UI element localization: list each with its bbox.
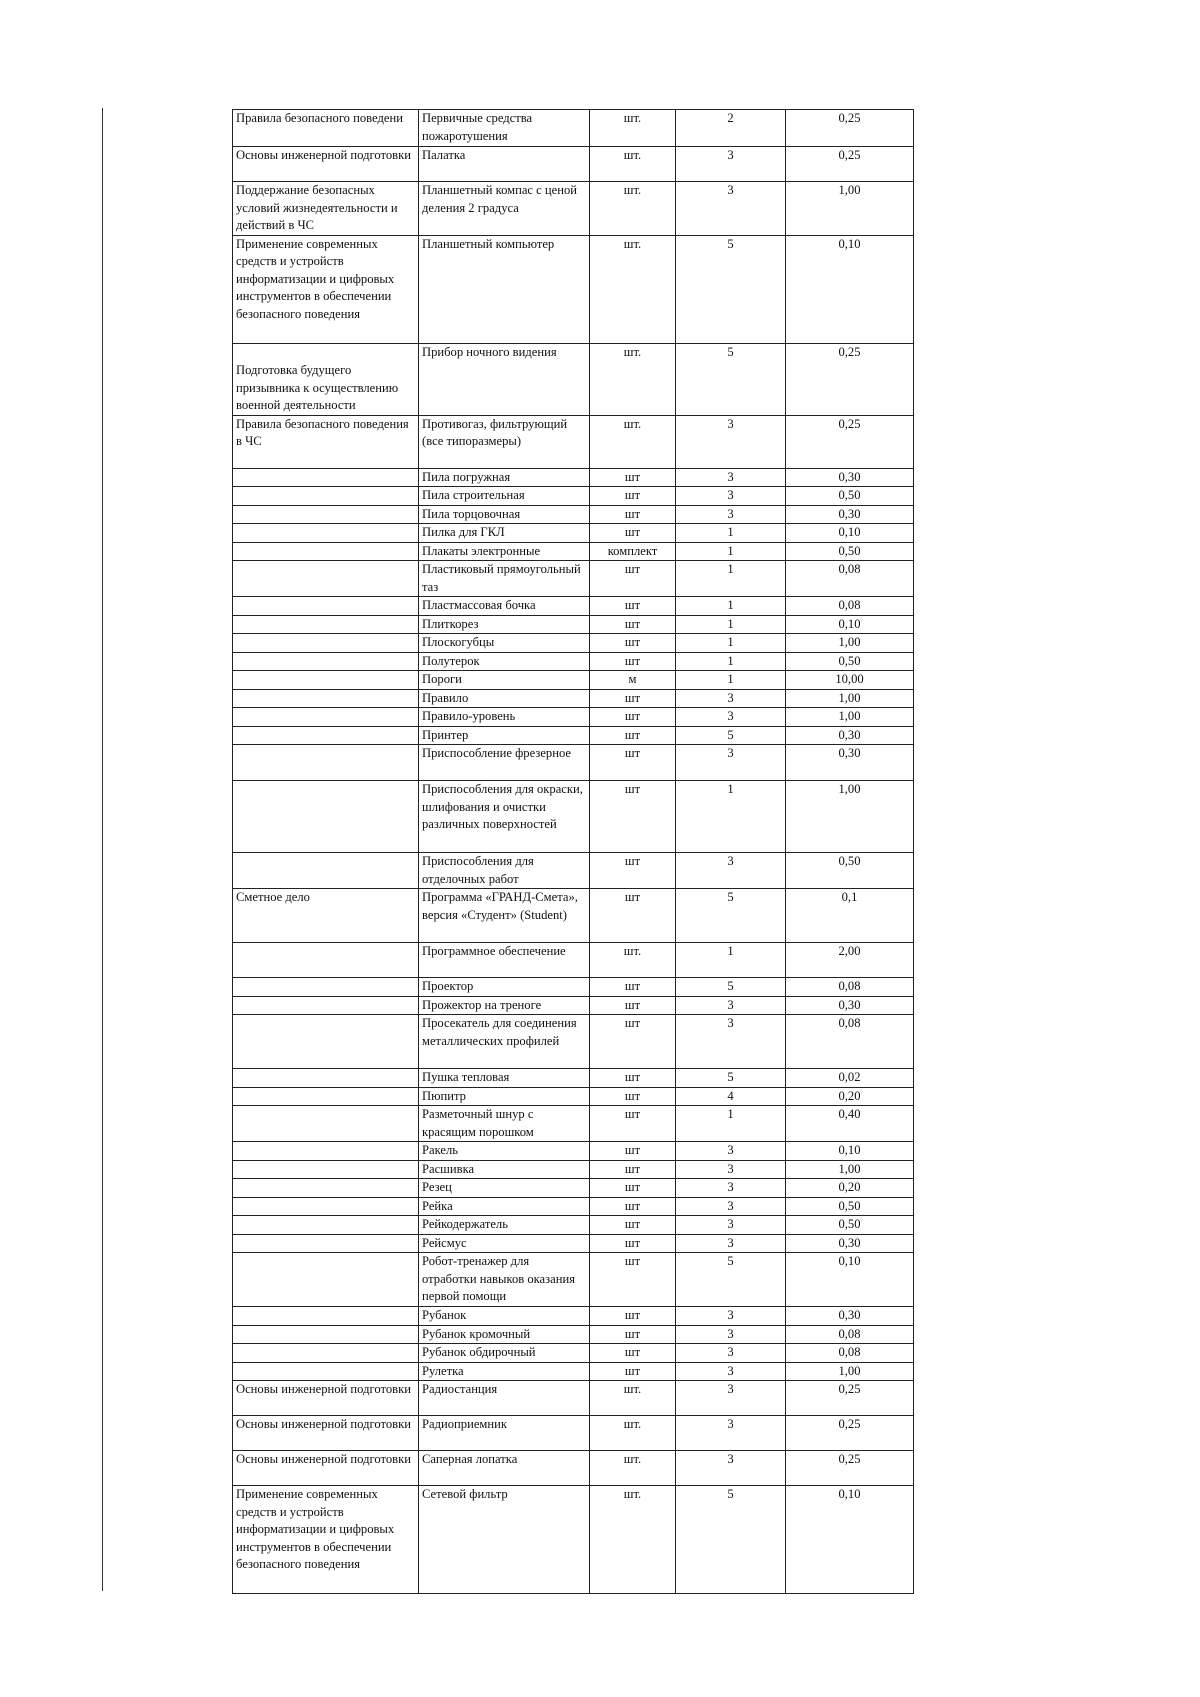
- norm-cell: 0,08: [786, 1325, 914, 1344]
- subject-cell: [233, 1179, 419, 1198]
- subject-cell: [233, 468, 419, 487]
- subject-cell: [233, 1307, 419, 1326]
- subject-cell: [233, 1142, 419, 1161]
- qty-cell: 3: [676, 147, 786, 182]
- item-cell: Пилка для ГКЛ: [419, 524, 590, 543]
- subject-cell: [233, 943, 419, 978]
- subject-cell: [233, 853, 419, 889]
- subject-cell: Правила безопасного поведения в ЧС: [233, 415, 419, 468]
- item-cell: Рубанок кромочный: [419, 1325, 590, 1344]
- norm-cell: 1,00: [786, 634, 914, 653]
- norm-cell: 0,08: [786, 597, 914, 616]
- table-row: [233, 1234, 914, 1253]
- norm-cell: 0,30: [786, 1234, 914, 1253]
- subject-cell: [233, 561, 419, 597]
- qty-cell: 3: [676, 1197, 786, 1216]
- qty-cell: 1: [676, 542, 786, 561]
- table-row: [233, 745, 914, 781]
- unit-cell: шт: [590, 889, 676, 943]
- unit-cell: шт: [590, 1325, 676, 1344]
- qty-cell: 5: [676, 1253, 786, 1307]
- unit-cell: шт: [590, 1234, 676, 1253]
- norm-cell: 0,25: [786, 147, 914, 182]
- norm-cell: 0,30: [786, 1307, 914, 1326]
- norm-cell: 0,25: [786, 415, 914, 468]
- subject-cell: Применение современных средств и устройств информатизации и цифровых инструментов в обеспечении безопасного поведения: [233, 1486, 419, 1594]
- subject-cell: [233, 615, 419, 634]
- item-cell: Расшивка: [419, 1160, 590, 1179]
- item-cell: Пластмассовая бочка: [419, 597, 590, 616]
- table-row: [233, 1197, 914, 1216]
- norm-cell: 0,10: [786, 1486, 914, 1594]
- norm-cell: 0,08: [786, 561, 914, 597]
- qty-cell: 3: [676, 1234, 786, 1253]
- unit-cell: шт: [590, 781, 676, 853]
- subject-cell: [233, 487, 419, 506]
- table-row: [233, 1325, 914, 1344]
- qty-cell: 1: [676, 597, 786, 616]
- item-cell: Проектор: [419, 978, 590, 997]
- subject-cell: [233, 996, 419, 1015]
- qty-cell: 5: [676, 235, 786, 343]
- qty-cell: 3: [676, 745, 786, 781]
- item-cell: Рулетка: [419, 1362, 590, 1381]
- table-row: [233, 853, 914, 889]
- unit-cell: шт.: [590, 415, 676, 468]
- unit-cell: шт: [590, 745, 676, 781]
- unit-cell: шт.: [590, 147, 676, 182]
- subject-cell: [233, 652, 419, 671]
- qty-cell: 1: [676, 671, 786, 690]
- norm-cell: 0,10: [786, 235, 914, 343]
- table-row: [233, 524, 914, 543]
- subject-cell: [233, 597, 419, 616]
- table-row: [233, 1416, 914, 1451]
- unit-cell: шт: [590, 1069, 676, 1088]
- qty-cell: 3: [676, 468, 786, 487]
- subject-cell: [233, 978, 419, 997]
- norm-cell: 0,30: [786, 996, 914, 1015]
- table-row: [233, 1362, 914, 1381]
- norm-cell: 0,25: [786, 1381, 914, 1416]
- equipment-table: [232, 109, 914, 1594]
- subject-cell: Основы инженерной подготовки: [233, 147, 419, 182]
- norm-cell: 0,20: [786, 1179, 914, 1198]
- subject-cell: [233, 1106, 419, 1142]
- qty-cell: 4: [676, 1087, 786, 1106]
- norm-cell: 0,08: [786, 1015, 914, 1069]
- unit-cell: шт: [590, 996, 676, 1015]
- subject-cell: [233, 1015, 419, 1069]
- qty-cell: 3: [676, 1381, 786, 1416]
- unit-cell: шт: [590, 1015, 676, 1069]
- qty-cell: 3: [676, 182, 786, 236]
- subject-cell: Сметное дело: [233, 889, 419, 943]
- table-row: [233, 1015, 914, 1069]
- table-row: [233, 110, 914, 147]
- table-row: [233, 235, 914, 343]
- table-row: [233, 943, 914, 978]
- table-row: [233, 1179, 914, 1198]
- norm-cell: 0,25: [786, 343, 914, 415]
- item-cell: Ракель: [419, 1142, 590, 1161]
- unit-cell: шт: [590, 1142, 676, 1161]
- table-row: [233, 1451, 914, 1486]
- item-cell: Прожектор на треноге: [419, 996, 590, 1015]
- norm-cell: 0,25: [786, 1416, 914, 1451]
- subject-cell: [233, 708, 419, 727]
- unit-cell: комплект: [590, 542, 676, 561]
- unit-cell: шт.: [590, 235, 676, 343]
- unit-cell: шт: [590, 1344, 676, 1363]
- table-row: [233, 1087, 914, 1106]
- unit-cell: шт.: [590, 1381, 676, 1416]
- unit-cell: шт: [590, 1253, 676, 1307]
- norm-cell: 0,08: [786, 1344, 914, 1363]
- unit-cell: шт: [590, 726, 676, 745]
- norm-cell: 0,10: [786, 524, 914, 543]
- item-cell: Радиостанция: [419, 1381, 590, 1416]
- unit-cell: шт: [590, 978, 676, 997]
- item-cell: Приспособление фрезерное: [419, 745, 590, 781]
- item-cell: Принтер: [419, 726, 590, 745]
- qty-cell: 5: [676, 343, 786, 415]
- unit-cell: шт: [590, 689, 676, 708]
- table-row: [233, 505, 914, 524]
- item-cell: Рубанок: [419, 1307, 590, 1326]
- unit-cell: шт: [590, 1216, 676, 1235]
- subject-cell: [233, 781, 419, 853]
- item-cell: Плакаты электронные: [419, 542, 590, 561]
- unit-cell: шт.: [590, 1451, 676, 1486]
- table-row: [233, 652, 914, 671]
- unit-cell: шт.: [590, 182, 676, 236]
- unit-cell: м: [590, 671, 676, 690]
- subject-cell: Подготовка будущего призывника к осуществлению военной деятельности: [233, 343, 419, 415]
- norm-cell: 0,50: [786, 542, 914, 561]
- item-cell: Пушка тепловая: [419, 1069, 590, 1088]
- norm-cell: 0,30: [786, 468, 914, 487]
- unit-cell: шт.: [590, 1416, 676, 1451]
- norm-cell: 0,08: [786, 978, 914, 997]
- norm-cell: 0,02: [786, 1069, 914, 1088]
- unit-cell: шт: [590, 1106, 676, 1142]
- norm-cell: 0,25: [786, 110, 914, 147]
- qty-cell: 3: [676, 1325, 786, 1344]
- unit-cell: шт: [590, 468, 676, 487]
- table-row: [233, 996, 914, 1015]
- unit-cell: шт: [590, 524, 676, 543]
- qty-cell: 5: [676, 726, 786, 745]
- unit-cell: шт: [590, 1087, 676, 1106]
- norm-cell: 0,10: [786, 1142, 914, 1161]
- norm-cell: 1,00: [786, 689, 914, 708]
- subject-cell: [233, 1234, 419, 1253]
- table-row: [233, 1142, 914, 1161]
- unit-cell: шт: [590, 505, 676, 524]
- item-cell: Пюпитр: [419, 1087, 590, 1106]
- qty-cell: 1: [676, 524, 786, 543]
- item-cell: Просекатель для соединения металлических профилей: [419, 1015, 590, 1069]
- subject-cell: [233, 542, 419, 561]
- qty-cell: 3: [676, 1142, 786, 1161]
- item-cell: Робот-тренажер для отработки навыков оказания первой помощи: [419, 1253, 590, 1307]
- norm-cell: 0,30: [786, 745, 914, 781]
- table-row: [233, 1106, 914, 1142]
- unit-cell: шт: [590, 1197, 676, 1216]
- unit-cell: шт: [590, 597, 676, 616]
- qty-cell: 1: [676, 1106, 786, 1142]
- norm-cell: 2,00: [786, 943, 914, 978]
- table-row: [233, 597, 914, 616]
- table-row: [233, 415, 914, 468]
- table-row: [233, 468, 914, 487]
- subject-cell: Применение современных средств и устройств информатизации и цифровых инструментов в обеспечении безопасного поведения: [233, 235, 419, 343]
- norm-cell: 1,00: [786, 1362, 914, 1381]
- item-cell: Плиткорез: [419, 615, 590, 634]
- qty-cell: 1: [676, 943, 786, 978]
- table-row: [233, 542, 914, 561]
- norm-cell: 0,30: [786, 726, 914, 745]
- subject-cell: Правила безопасного поведени: [233, 110, 419, 147]
- item-cell: Программа «ГРАНД-Смета», версия «Студент» (Student): [419, 889, 590, 943]
- item-cell: Рейка: [419, 1197, 590, 1216]
- norm-cell: 1,00: [786, 1160, 914, 1179]
- subject-cell: [233, 1087, 419, 1106]
- item-cell: Рейсмус: [419, 1234, 590, 1253]
- table-row: [233, 1160, 914, 1179]
- item-cell: Рейкодержатель: [419, 1216, 590, 1235]
- qty-cell: 3: [676, 853, 786, 889]
- item-cell: Саперная лопатка: [419, 1451, 590, 1486]
- table-row: [233, 671, 914, 690]
- item-cell: Плоскогубцы: [419, 634, 590, 653]
- qty-cell: 3: [676, 1416, 786, 1451]
- qty-cell: 5: [676, 889, 786, 943]
- unit-cell: шт: [590, 487, 676, 506]
- unit-cell: шт: [590, 853, 676, 889]
- qty-cell: 3: [676, 689, 786, 708]
- item-cell: Пороги: [419, 671, 590, 690]
- table-row: [233, 708, 914, 727]
- table-row: [233, 487, 914, 506]
- subject-cell: Основы инженерной подготовки: [233, 1381, 419, 1416]
- unit-cell: шт: [590, 1179, 676, 1198]
- subject-cell: [233, 505, 419, 524]
- norm-cell: 1,00: [786, 781, 914, 853]
- table-row: [233, 1069, 914, 1088]
- norm-cell: 0,50: [786, 487, 914, 506]
- table-row: [233, 1307, 914, 1326]
- norm-cell: 0,50: [786, 1216, 914, 1235]
- item-cell: Сетевой фильтр: [419, 1486, 590, 1594]
- subject-cell: [233, 524, 419, 543]
- item-cell: Полутерок: [419, 652, 590, 671]
- qty-cell: 5: [676, 1486, 786, 1594]
- table-row: [233, 561, 914, 597]
- table-row: [233, 1486, 914, 1594]
- subject-cell: [233, 1160, 419, 1179]
- qty-cell: 2: [676, 110, 786, 147]
- table-row: [233, 781, 914, 853]
- unit-cell: шт: [590, 708, 676, 727]
- norm-cell: 0,1: [786, 889, 914, 943]
- norm-cell: 0,50: [786, 1197, 914, 1216]
- table-row: [233, 889, 914, 943]
- norm-cell: 0,30: [786, 505, 914, 524]
- unit-cell: шт.: [590, 943, 676, 978]
- norm-cell: 0,20: [786, 1087, 914, 1106]
- subject-cell: Основы инженерной подготовки: [233, 1451, 419, 1486]
- qty-cell: 3: [676, 1307, 786, 1326]
- subject-cell: [233, 1069, 419, 1088]
- item-cell: Планшетный компас с ценой деления 2 градуса: [419, 182, 590, 236]
- unit-cell: шт.: [590, 110, 676, 147]
- qty-cell: 3: [676, 1179, 786, 1198]
- subject-cell: [233, 671, 419, 690]
- unit-cell: шт: [590, 1307, 676, 1326]
- unit-cell: шт: [590, 634, 676, 653]
- unit-cell: шт: [590, 561, 676, 597]
- subject-cell: [233, 745, 419, 781]
- item-cell: Разметочный шнур с красящим порошком: [419, 1106, 590, 1142]
- item-cell: Пила погружная: [419, 468, 590, 487]
- subject-cell: [233, 726, 419, 745]
- qty-cell: 3: [676, 1015, 786, 1069]
- qty-cell: 1: [676, 634, 786, 653]
- norm-cell: 0,50: [786, 853, 914, 889]
- item-cell: Радиоприемник: [419, 1416, 590, 1451]
- subject-cell: [233, 1325, 419, 1344]
- qty-cell: 5: [676, 1069, 786, 1088]
- norm-cell: 0,25: [786, 1451, 914, 1486]
- unit-cell: шт: [590, 1362, 676, 1381]
- table-row: [233, 615, 914, 634]
- item-cell: Первичные средства пожаротушения: [419, 110, 590, 147]
- item-cell: Программное обеспечение: [419, 943, 590, 978]
- qty-cell: 3: [676, 505, 786, 524]
- table-row: [233, 634, 914, 653]
- item-cell: Приспособления для окраски, шлифования и очистки различных поверхностей: [419, 781, 590, 853]
- unit-cell: шт: [590, 1160, 676, 1179]
- qty-cell: 1: [676, 615, 786, 634]
- unit-cell: шт: [590, 652, 676, 671]
- item-cell: Приспособления для отделочных работ: [419, 853, 590, 889]
- subject-cell: [233, 1344, 419, 1363]
- unit-cell: шт.: [590, 343, 676, 415]
- norm-cell: 0,50: [786, 652, 914, 671]
- subject-cell: Основы инженерной подготовки: [233, 1416, 419, 1451]
- qty-cell: 3: [676, 996, 786, 1015]
- qty-cell: 1: [676, 781, 786, 853]
- qty-cell: 1: [676, 561, 786, 597]
- item-cell: Пластиковый прямоугольный таз: [419, 561, 590, 597]
- subject-cell: [233, 689, 419, 708]
- subject-cell: [233, 1216, 419, 1235]
- table-row: [233, 343, 914, 415]
- qty-cell: 3: [676, 1344, 786, 1363]
- table-row: [233, 726, 914, 745]
- item-cell: Правило: [419, 689, 590, 708]
- item-cell: Пила строительная: [419, 487, 590, 506]
- item-cell: Пила торцовочная: [419, 505, 590, 524]
- norm-cell: 10,00: [786, 671, 914, 690]
- subject-cell: [233, 1197, 419, 1216]
- table-row: [233, 689, 914, 708]
- table-row: [233, 1253, 914, 1307]
- qty-cell: 3: [676, 1362, 786, 1381]
- item-cell: Рубанок обдирочный: [419, 1344, 590, 1363]
- norm-cell: 1,00: [786, 182, 914, 236]
- qty-cell: 3: [676, 1451, 786, 1486]
- unit-cell: шт: [590, 615, 676, 634]
- norm-cell: 0,40: [786, 1106, 914, 1142]
- item-cell: Прибор ночного видения: [419, 343, 590, 415]
- table-row: [233, 1216, 914, 1235]
- table-row: [233, 147, 914, 182]
- table-row: [233, 978, 914, 997]
- qty-cell: 3: [676, 415, 786, 468]
- subject-cell: [233, 634, 419, 653]
- qty-cell: 3: [676, 487, 786, 506]
- subject-cell: [233, 1362, 419, 1381]
- item-cell: Планшетный компьютер: [419, 235, 590, 343]
- item-cell: Противогаз, фильтрующий (все типоразмеры): [419, 415, 590, 468]
- qty-cell: 3: [676, 1216, 786, 1235]
- qty-cell: 1: [676, 652, 786, 671]
- qty-cell: 5: [676, 978, 786, 997]
- qty-cell: 3: [676, 1160, 786, 1179]
- unit-cell: шт.: [590, 1486, 676, 1594]
- subject-cell: [233, 1253, 419, 1307]
- table-row: [233, 1344, 914, 1363]
- qty-cell: 3: [676, 708, 786, 727]
- norm-cell: 0,10: [786, 1253, 914, 1307]
- table-row: [233, 182, 914, 236]
- page-margin-line: [102, 108, 103, 1591]
- item-cell: Резец: [419, 1179, 590, 1198]
- subject-cell: Поддержание безопасных условий жизнедеятельности и действий в ЧС: [233, 182, 419, 236]
- table-row: [233, 1381, 914, 1416]
- norm-cell: 0,10: [786, 615, 914, 634]
- norm-cell: 1,00: [786, 708, 914, 727]
- item-cell: Палатка: [419, 147, 590, 182]
- item-cell: Правило-уровень: [419, 708, 590, 727]
